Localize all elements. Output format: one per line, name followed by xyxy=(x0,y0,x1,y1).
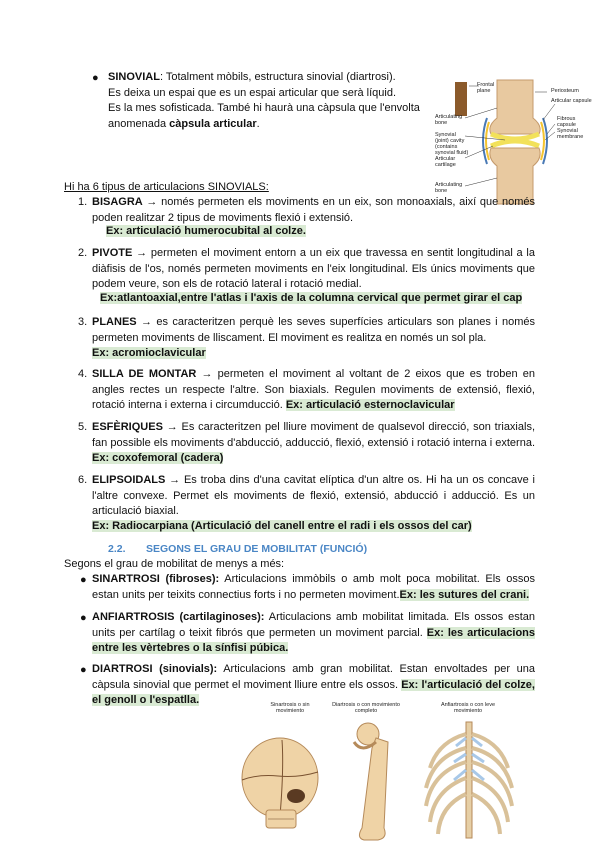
example-highlight: Ex: coxofemoral (cadera) xyxy=(92,452,224,465)
type-example xyxy=(100,291,522,307)
example-highlight: Ex: articulació humerocubital al colze. xyxy=(106,225,306,237)
section-number: 2.2. xyxy=(108,543,126,555)
mobility-text: Articulacions amb mobilitat limitada. Els ossos estan units per cartílag o teixit fibrós que permeten un moviment parcial. xyxy=(92,611,535,639)
sinovial-line1: : Totalment mòbils, estructura sinovial (diartrosi). xyxy=(159,71,396,83)
type-item-planes xyxy=(92,315,535,346)
sinovial-line2: Es deixa un espai que es un espai articular que serà líquid. xyxy=(108,86,397,99)
label-anfiartrosis: Anfiartrosis o con leve movimiento xyxy=(440,702,496,715)
sinovial-line4c: . xyxy=(256,117,260,130)
mobility-text: Articulacions immòbils o amb molt poca mobilitat. Els ossos estan units per teixits connectius forts i no permeten moviment. xyxy=(92,573,535,601)
sinovial-term: SINOVIAL xyxy=(108,71,160,83)
label-periosteum: Periosteum xyxy=(551,88,579,94)
section-title: SEGONS EL GRAU DE MOBILITAT (FUNCIÓ) xyxy=(146,543,368,555)
label-synovial-cavity: Synovial (joint) cavity (contains synovial fluid) xyxy=(435,132,469,157)
sinovial-line4a: anomenada xyxy=(108,117,170,130)
type-example xyxy=(92,519,472,535)
type-term: ELIPSOIDALS xyxy=(92,474,166,486)
joint-mobility-figure xyxy=(238,698,528,846)
type-text: → Es troba dins d'una cavitat elíptica d'un altre os. Hi ha un os concave i l'altre convexe. Permet els moviments de flexió, extensió, abducció i adducció. Es un articulació biaxial. xyxy=(92,474,535,518)
type-item-esferiques xyxy=(92,420,535,467)
type-number: 5. xyxy=(78,421,88,433)
type-term: BISAGRA xyxy=(92,196,143,208)
label-fibrous-capsule: Fibrous capsule xyxy=(557,116,576,129)
mobility-text: Articulacions amb gran mobilitat. Estan envoltades per una càpsula sinovial que permet el moviment lliure entre els ossos. xyxy=(92,663,536,691)
types-heading: Hi ha 6 tipus de articulacions SINOVIALS: xyxy=(64,181,269,193)
type-term: ESFÈRIQUES xyxy=(92,421,163,433)
example-highlight: Ex: l'articulació del colze, el genoll o l'espatlla. xyxy=(92,678,535,707)
mobility-item-anfiartrosis xyxy=(92,610,535,657)
bullet-dot: ● xyxy=(80,574,87,586)
capsula-articular-term: càpsula articular xyxy=(169,117,257,130)
example-highlight: Ex: articulació esternoclavicular xyxy=(285,399,455,412)
example-highlight: Ex: les sutures del crani. xyxy=(399,588,530,601)
bullet-dot: ● xyxy=(80,664,87,676)
synovial-joint-figure xyxy=(435,78,595,206)
type-number: 2. xyxy=(78,247,88,259)
mobility-term: SINARTROSI (fibroses): xyxy=(92,573,220,585)
sinovial-line3: Es la mes sofisticada. També hi haurà una càpsula que l'envolta xyxy=(108,102,420,115)
example-highlight: Ex: acromioclavicular xyxy=(92,347,206,359)
type-item-elipsoidals xyxy=(92,473,535,520)
mobility-term: ANFIARTROSIS (cartilaginoses): xyxy=(92,611,265,623)
bullet-dot: ● xyxy=(80,612,87,624)
type-term: PIVOTE xyxy=(92,247,133,259)
type-text: → es caracteritzen perquè les seves superfícies articulars son planes i només permeten moviments de lliscament. El moviment es realitza en només un sol pla. xyxy=(92,316,535,344)
type-text: → Es caracteritzen pel lliure moviment de qualsevol direcció, son triaxials, fan possible els moviments d'abducció, adducció, flexió, extensió i rotació interna i externa. xyxy=(92,421,535,449)
label-diartrosis: Diartrosis o con movimiento completo xyxy=(332,702,400,715)
example-highlight: Ex:atlantoaxial,entre l'atlas i l'axis de la columna cervical que permet girar el cap xyxy=(100,292,523,304)
type-example xyxy=(92,346,206,362)
mobility-term: DIARTROSI (sinovials): xyxy=(92,663,218,675)
label-synovial-membrane: Synovial membrane xyxy=(557,128,584,141)
example-highlight: Ex: Radiocarpiana (Articulació del canell entre el radi i els ossos del car) xyxy=(92,520,472,532)
type-text: → només permeten els moviments en un eix, son monoaxials, així que només poden realitzar 2 tipus de moviments flexió i extensió. xyxy=(92,196,535,224)
label-articulating-bone-top: Articulating bone xyxy=(435,114,463,127)
label-articular-cartilage: Articular cartilage xyxy=(435,156,456,169)
sinovial-block xyxy=(108,70,438,132)
mobility-item-sinartrosi xyxy=(92,572,535,603)
type-number: 4. xyxy=(78,368,88,380)
label-frontal-plane: Frontal plane xyxy=(477,82,495,95)
mobility-illustration xyxy=(238,698,528,846)
type-item-silla-de-montar xyxy=(92,367,535,414)
type-number: 6. xyxy=(78,474,88,486)
type-example xyxy=(106,224,306,240)
type-number: 1. xyxy=(78,196,88,208)
type-text: → permeten el moviment entorn a un eix que travessa en sentit longitudinal a la diàfisis de l'os, només permeten moviments en l'eix longitudinal. Els únics moviments que podem veure, son els de rotació lateral i rotació medial. xyxy=(92,247,535,291)
section-intro: Segons el grau de mobilitat de menys a més: xyxy=(64,558,285,570)
example-highlight: Ex: les articulacions entre les vèrtebres o la sínfisi púbica. xyxy=(92,626,536,655)
type-item-bisagra xyxy=(92,195,535,226)
label-sinartrosis: Sinartrosis o sin movimiento xyxy=(270,702,310,715)
label-articulating-bone-bottom: Articulating bone xyxy=(435,182,463,195)
label-articular-capsule: Articular capsule xyxy=(551,98,592,104)
type-item-pivote xyxy=(92,246,535,293)
bullet-dot: ● xyxy=(92,72,99,84)
type-text: → permeten el moviment al voltant de 2 eixos que es troben en angles rectes un respecte l'altre. Son biaxials. Regulen moviments de extensió, flexió, rotació interna i externa i circumducció. xyxy=(92,368,535,412)
type-number: 3. xyxy=(78,316,88,328)
type-term: PLANES xyxy=(92,316,137,328)
type-term: SILLA DE MONTAR xyxy=(92,368,197,380)
